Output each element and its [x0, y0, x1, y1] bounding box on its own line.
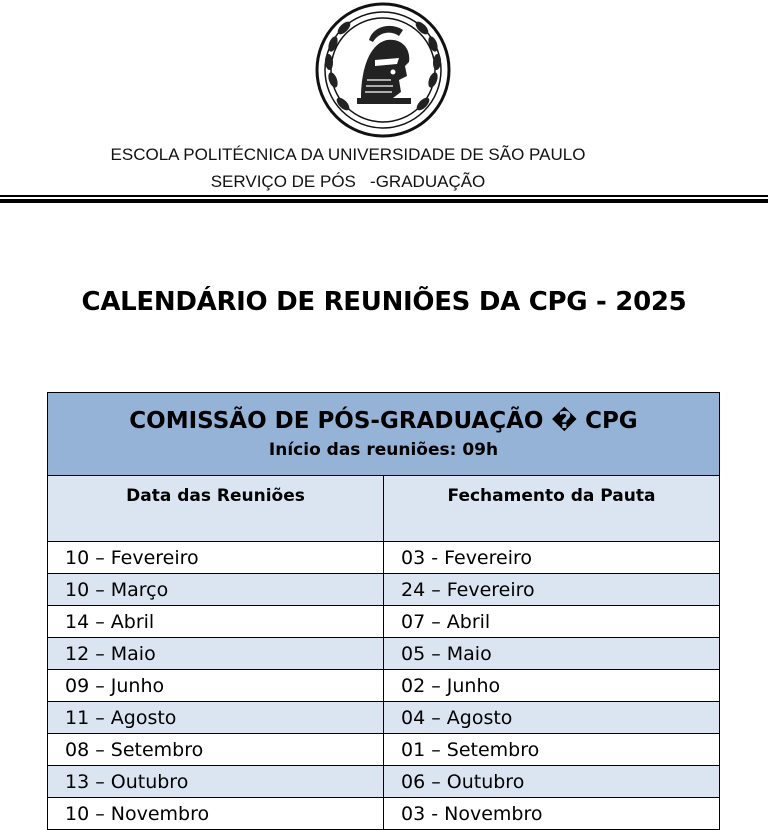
institution-name: ESCOLA POLITÉCNICA DA UNIVERSIDADE DE SÃO PAULO — [110, 145, 586, 164]
meeting-date-cell: 09 – Junho — [48, 670, 384, 702]
table-row — [48, 638, 720, 670]
column-header-agenda-closing: Fechamento da Pauta — [384, 476, 720, 542]
meetings-calendar-table — [47, 392, 720, 830]
poli-usp-seal-icon — [313, 0, 453, 140]
banner-subtitle: Início das reuniões: 09h — [268, 440, 499, 460]
table-row — [48, 670, 720, 702]
agenda-closing-cell: 03 - Fevereiro — [384, 542, 720, 574]
meeting-date-cell: 10 – Novembro — [48, 798, 384, 830]
column-header-meeting-date: Data das Reuniões — [48, 476, 384, 542]
agenda-closing-cell: 02 – Junho — [384, 670, 720, 702]
table-row — [48, 702, 720, 734]
agenda-closing-cell: 07 – Abril — [384, 606, 720, 638]
meeting-date-cell: 13 – Outubro — [48, 766, 384, 798]
table-row — [48, 542, 720, 574]
header-divider-thin — [0, 195, 768, 197]
column-header-row — [48, 476, 720, 542]
meeting-date-cell: 11 – Agosto — [48, 702, 384, 734]
meeting-date-cell: 08 – Setembro — [48, 734, 384, 766]
meeting-date-cell: 12 – Maio — [48, 638, 384, 670]
meeting-date-cell: 10 – Fevereiro — [48, 542, 384, 574]
table-row — [48, 574, 720, 606]
table-row — [48, 798, 720, 830]
page-title: CALENDÁRIO DE REUNIÕES DA CPG - 2025 — [81, 287, 687, 317]
table-row — [48, 734, 720, 766]
agenda-closing-cell: 05 – Maio — [384, 638, 720, 670]
meeting-date-cell: 14 – Abril — [48, 606, 384, 638]
agenda-closing-cell: 03 - Novembro — [384, 798, 720, 830]
agenda-closing-cell: 04 – Agosto — [384, 702, 720, 734]
agenda-closing-cell: 24 – Fevereiro — [384, 574, 720, 606]
meeting-date-cell: 10 – Março — [48, 574, 384, 606]
table-row — [48, 766, 720, 798]
table-banner — [48, 393, 720, 476]
service-name: SERVIÇO DE PÓS -GRADUAÇÃO — [210, 172, 486, 191]
table-row — [48, 606, 720, 638]
agenda-closing-cell: 01 – Setembro — [384, 734, 720, 766]
table-banner-row — [48, 393, 720, 476]
banner-title: COMISSÃO DE PÓS-GRADUAÇÃO � CPG — [129, 408, 638, 434]
agenda-closing-cell: 06 – Outubro — [384, 766, 720, 798]
header-divider-thick — [0, 199, 768, 203]
